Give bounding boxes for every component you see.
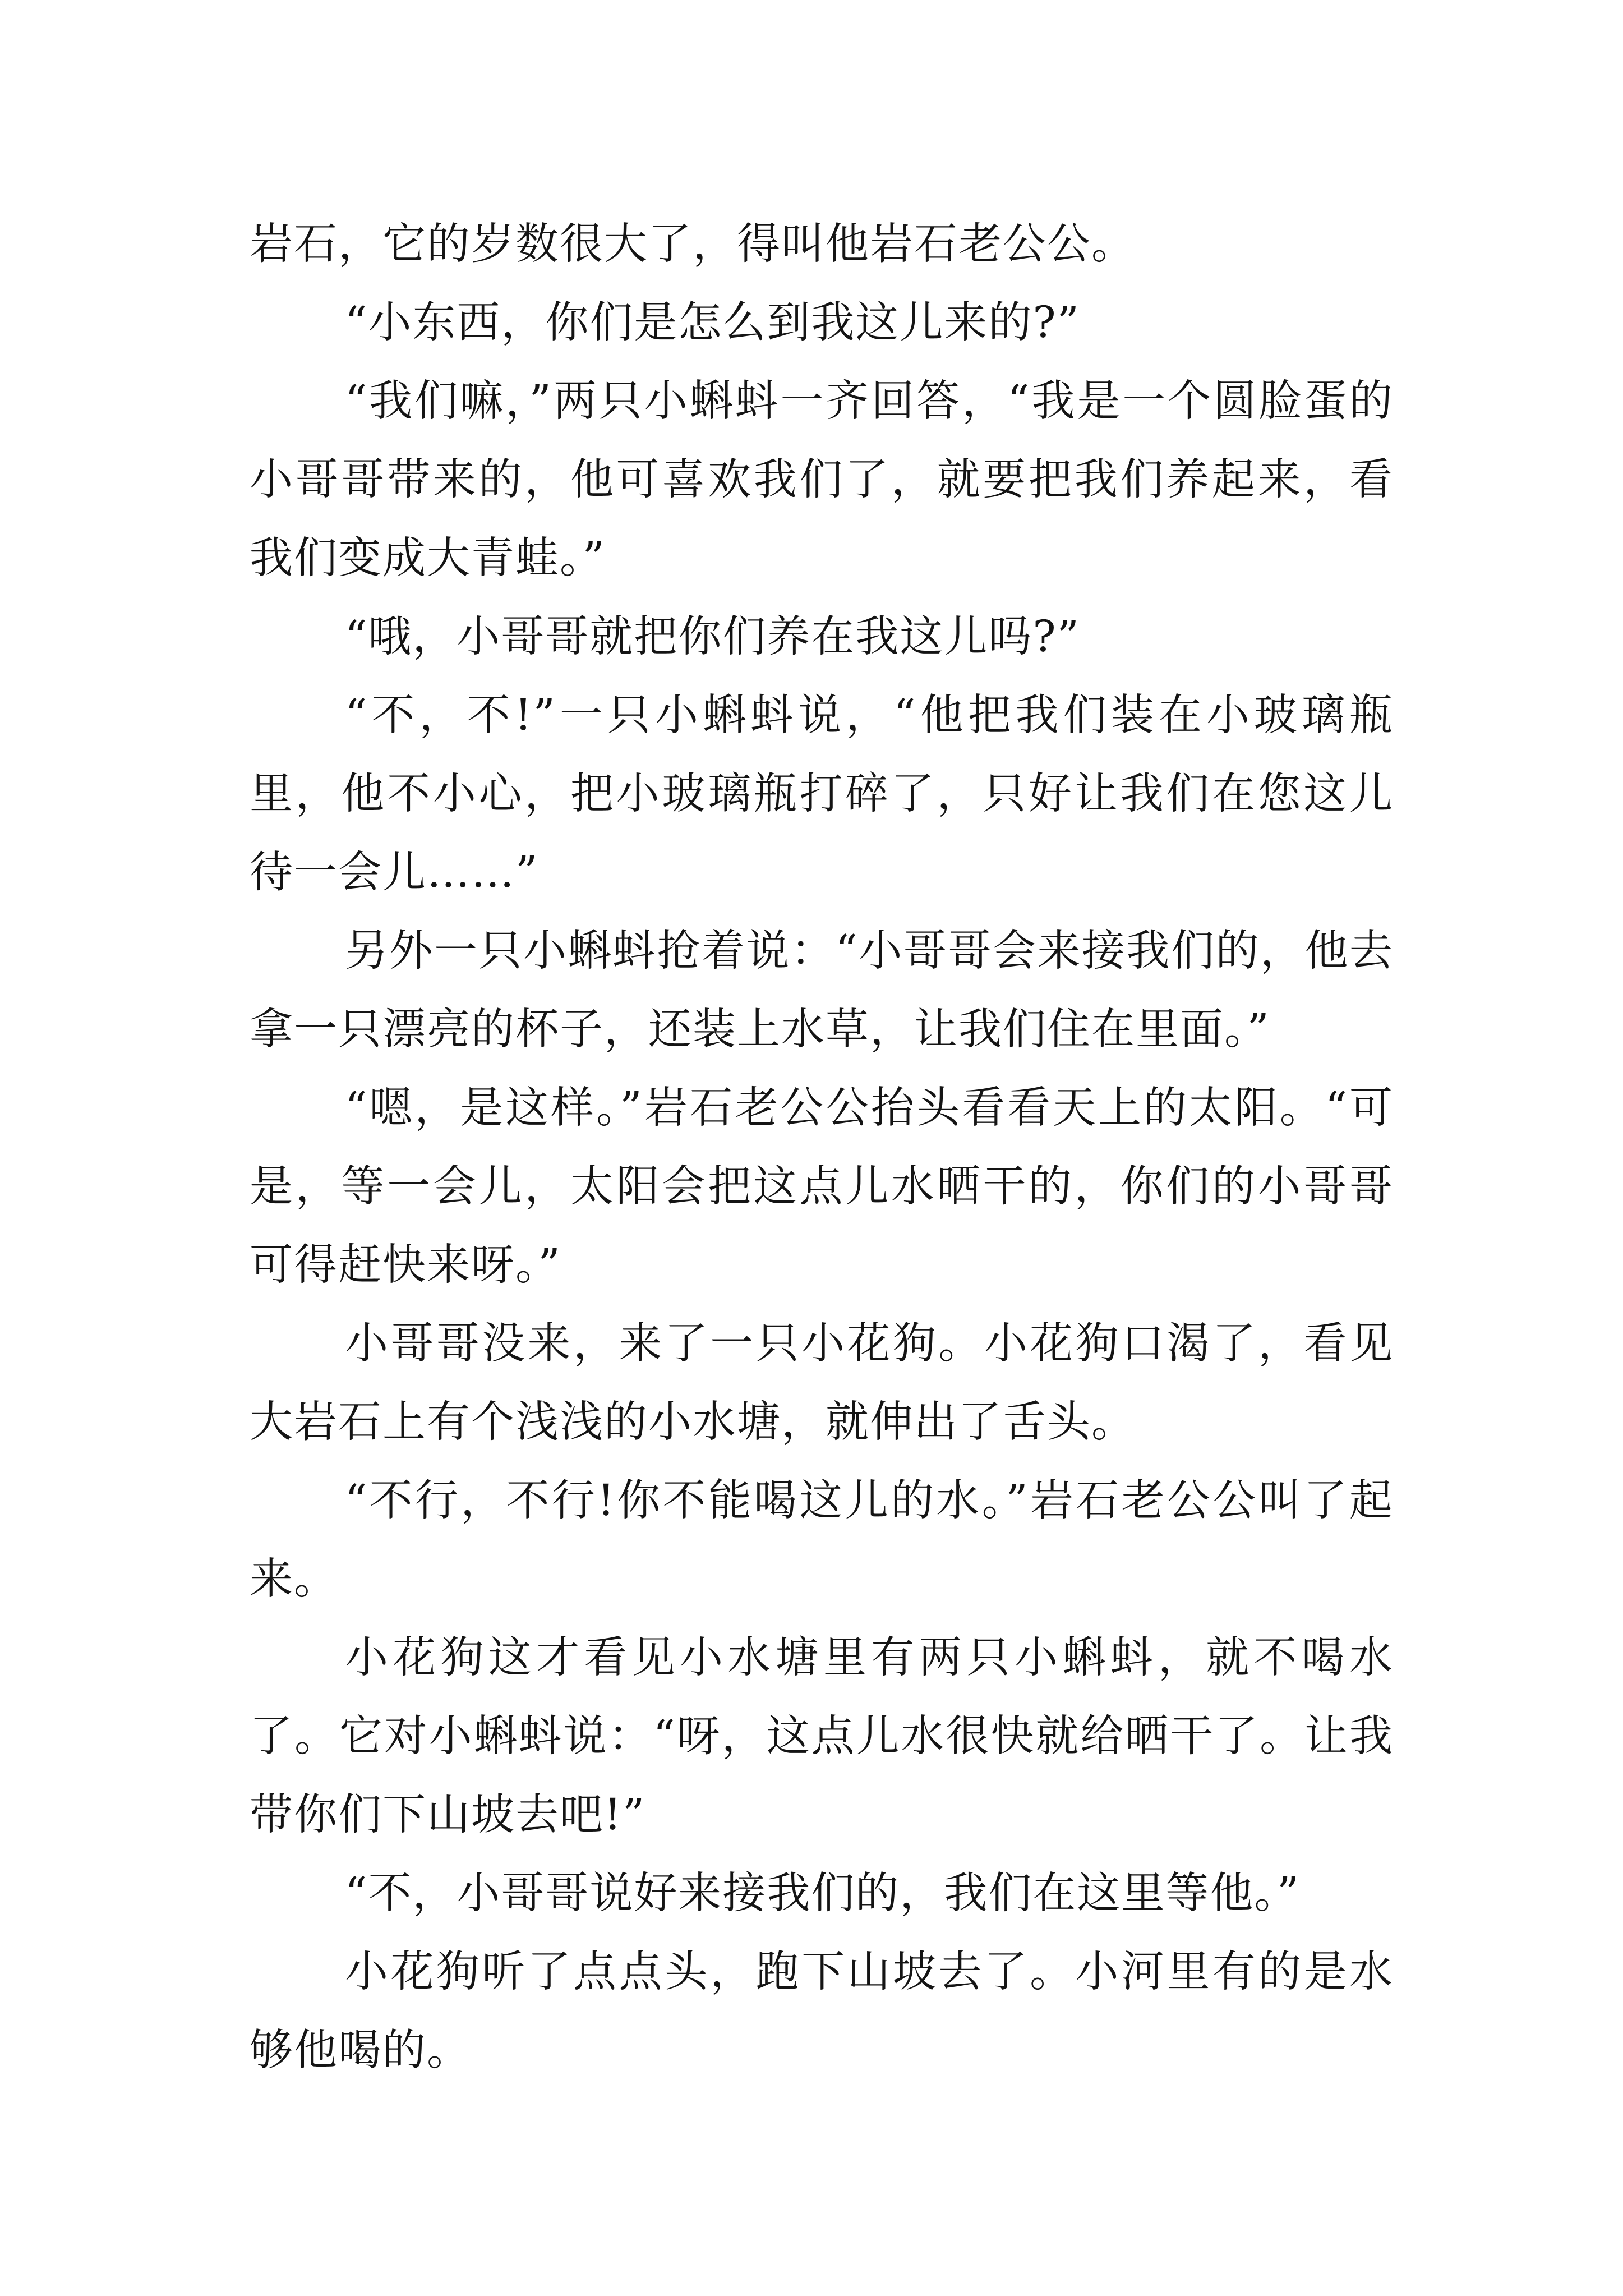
paragraph: “嗯，是这样。”岩石老公公抬头看看天上的太阳。“可是，等一会儿，太阳会把这点儿水晒干的，你们的小哥哥可得赶快来呀。”	[250, 1083, 1394, 1290]
paragraph: “哦，小哥哥就把你们养在我这儿吗?”	[345, 612, 1081, 662]
paragraph: 岩石，它的岁数很大了，得叫他岩石老公公。	[250, 219, 1136, 269]
paragraph: “我们嘛，”两只小蝌蚪一齐回答，“我是一个圆脸蛋的小哥哥带来的，他可喜欢我们了，就要把我们养起来，看我们变成大青蛙。”	[250, 376, 1394, 583]
paragraph: 小花狗听了点点头，跑下山坡去了。小河里有的是水够他喝的。	[250, 1947, 1394, 2076]
paragraph: 小花狗这才看见小水塘里有两只小蝌蚪，就不喝水了。它对小蝌蚪说：“呀，这点儿水很快就给晒干了。让我带你们下山坡去吧!”	[250, 1633, 1394, 1840]
paragraph: “小东西，你们是怎么到我这儿来的?”	[345, 298, 1081, 348]
story-text	[250, 205, 1394, 2090]
paragraph: 另外一只小蝌蚪抢着说：“小哥哥会来接我们的，他去拿一只漂亮的杯子，还装上水草，让我们住在里面。”	[250, 926, 1394, 1055]
paragraph: “不，不!”一只小蝌蚪说，“他把我们装在小玻璃瓶里，他不小心，把小玻璃瓶打碎了，只好让我们在您这儿待一会儿……”	[250, 691, 1394, 898]
paragraph: “不行，不行!你不能喝这儿的水。”岩石老公公叫了起来。	[250, 1476, 1394, 1604]
paragraph: 小哥哥没来，来了一只小花狗。小花狗口渴了，看见大岩石上有个浅浅的小水塘，就伸出了舌头。	[250, 1319, 1394, 1447]
paragraph: “不，小哥哥说好来接我们的，我们在这里等他。”	[345, 1869, 1301, 1918]
